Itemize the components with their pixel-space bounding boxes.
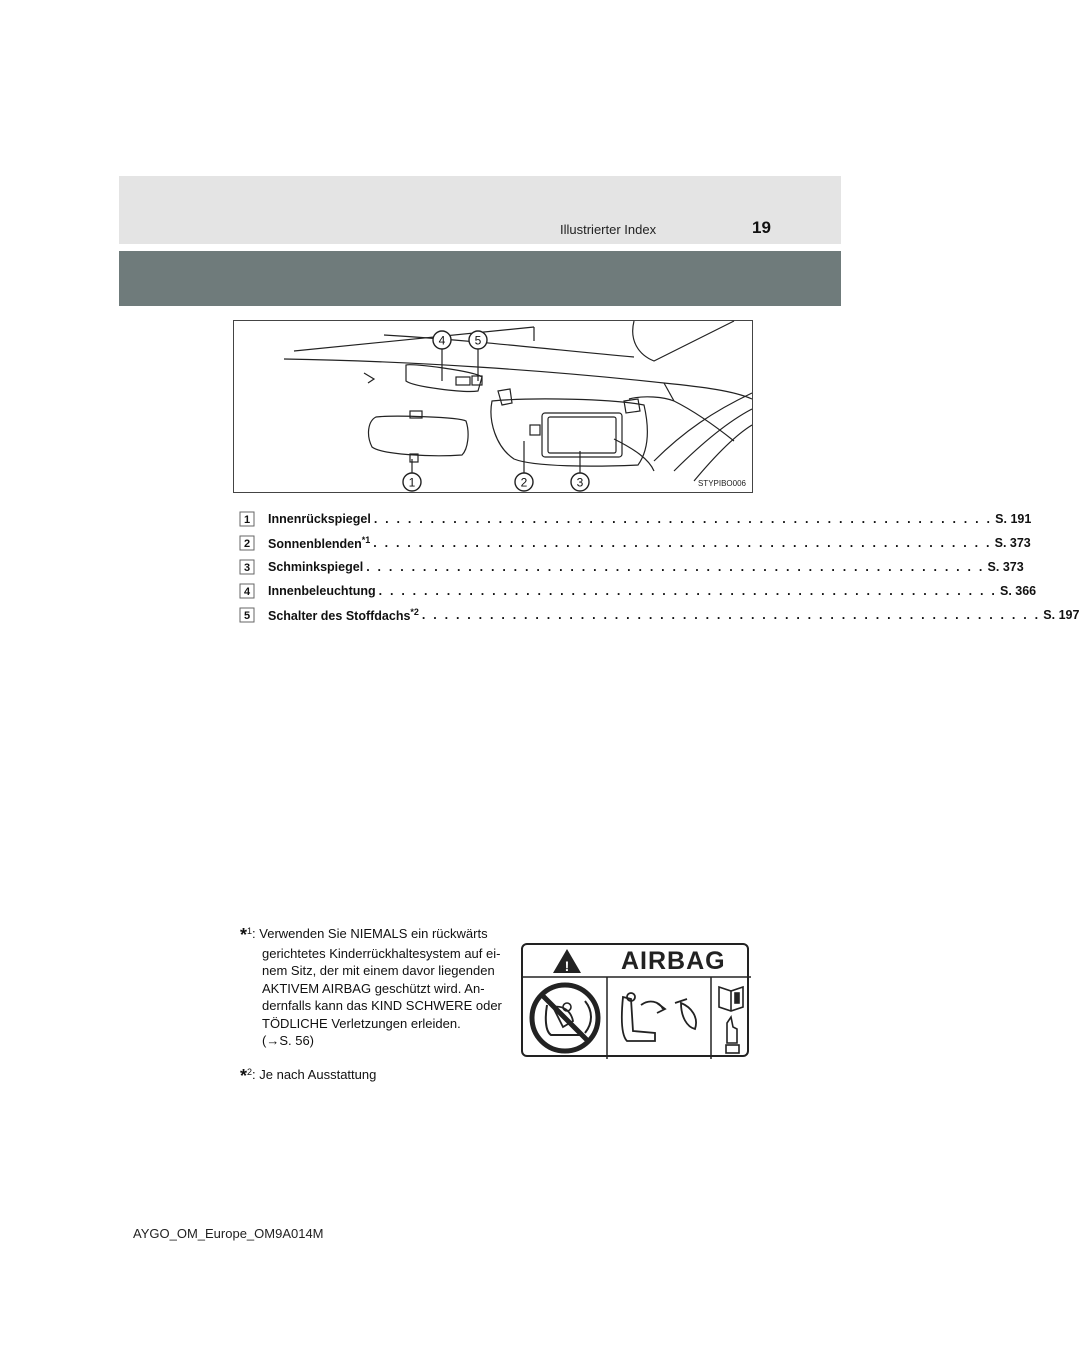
interior-illustration	[233, 320, 753, 493]
page-ref: S. 373	[994, 536, 1031, 550]
index-label: Schalter des Stoffdachs$^{*2}$	[268, 606, 419, 624]
leader-dots: . . . . . . . . . . . . . . . . . . . . . . . . . . . . . . . . . . . . . . . . . . . . . . . . . . . . . . .	[373, 536, 992, 550]
figure-image-code: STYPIBO006	[697, 479, 746, 488]
footnote-2	[240, 1064, 376, 1086]
number-badge	[237, 583, 257, 599]
leader-dots: . . . . . . . . . . . . . . . . . . . . . . . . . . . . . . . . . . . . . . . . . . . . . . . . . . . . . . .	[421, 608, 1041, 622]
footnote-number: 2	[247, 1067, 253, 1077]
callout-2: 2	[520, 475, 528, 490]
index-row-2[interactable]	[237, 531, 1031, 555]
index-row-1[interactable]	[237, 507, 1032, 531]
index-row-3[interactable]	[237, 555, 1024, 579]
airbag-pictograms	[523, 977, 751, 1059]
page-ref: S. 191	[995, 512, 1032, 526]
svg-text:5: 5	[243, 610, 251, 622]
roof-interior-drawing	[234, 321, 752, 492]
index-row-5[interactable]	[237, 603, 1079, 627]
index-label: Innenrückspiegel	[268, 512, 371, 526]
svg-text:4: 4	[243, 586, 251, 598]
page-ref: S. 197	[1043, 608, 1079, 622]
page-ref: S. 373	[987, 560, 1024, 574]
index-label: Schminkspiegel	[268, 560, 364, 574]
airbag-title-bar	[523, 945, 747, 977]
leader-dots: . . . . . . . . . . . . . . . . . . . . . . . . . . . . . . . . . . . . . . . . . . . . . . . . . . . . . . .	[373, 512, 993, 526]
seat-airbag-icon	[622, 993, 696, 1041]
section-title: Illustrierter Index	[560, 222, 657, 237]
page-reference-link[interactable]: (→S. 56)	[262, 1033, 315, 1048]
document-id: AYGO_OM_Europe_OM9A014M	[133, 1226, 324, 1241]
footnote-line: AKTIVEM AIRBAG geschützt wird. An-	[262, 980, 485, 996]
svg-text:3: 3	[243, 562, 251, 574]
footnote-line: nem Sitz, der mit einem davor liegenden	[262, 963, 495, 978]
footnote-line: gerichtetes Kinderrückhaltesystem auf ei-	[262, 945, 501, 961]
footnote-star: *	[240, 925, 248, 945]
footnote-1	[240, 923, 510, 1050]
leader-dots: . . . . . . . . . . . . . . . . . . . . . . . . . . . . . . . . . . . . . . . . . . . . . . . . . . . . . . .	[378, 584, 997, 598]
page-number: 19	[752, 218, 771, 237]
callout-5: 5	[474, 333, 482, 348]
index-row-4[interactable]	[237, 579, 1037, 603]
footnote-line: : Je nach Ausstattung	[252, 1067, 377, 1082]
page-ref: S. 366	[1000, 584, 1037, 598]
no-rear-facing-child-seat-icon	[532, 985, 598, 1051]
callout-3: 3	[576, 475, 584, 490]
svg-text:!: !	[564, 958, 570, 974]
index-list	[237, 507, 1079, 627]
section-color-band	[119, 251, 841, 306]
footnote-number: 1	[247, 926, 253, 936]
read-manual-icon	[719, 987, 743, 1053]
callout-1: 1	[408, 475, 416, 490]
number-badge	[237, 511, 257, 527]
footnote-line: : Verwenden Sie NIEMALS ein rückwärts	[252, 926, 488, 941]
footnote-ref: *2	[410, 606, 419, 617]
callout-4: 4	[438, 333, 446, 348]
number-badge	[237, 559, 257, 575]
leader-dots: . . . . . . . . . . . . . . . . . . . . . . . . . . . . . . . . . . . . . . . . . . . . . . . . . . . . . . .	[366, 560, 985, 574]
footnote-line: TÖDLICHE Verletzungen erleiden.	[262, 1015, 461, 1031]
footnote-line: dernfalls kann das KIND SCHWERE oder	[262, 998, 502, 1013]
airbag-title: AIRBAG	[621, 947, 726, 975]
index-label: Sonnenblenden$^{*1}$	[268, 534, 371, 552]
number-badge	[237, 607, 257, 623]
number-badge	[237, 535, 257, 551]
svg-text:2: 2	[243, 538, 251, 550]
airbag-warning-label	[521, 943, 749, 1057]
index-label: Innenbeleuchtung	[268, 584, 376, 598]
footnote-ref: *1	[361, 534, 371, 545]
footnote-star: *	[240, 1066, 248, 1086]
svg-text:1: 1	[243, 514, 251, 526]
header-band	[119, 176, 841, 244]
